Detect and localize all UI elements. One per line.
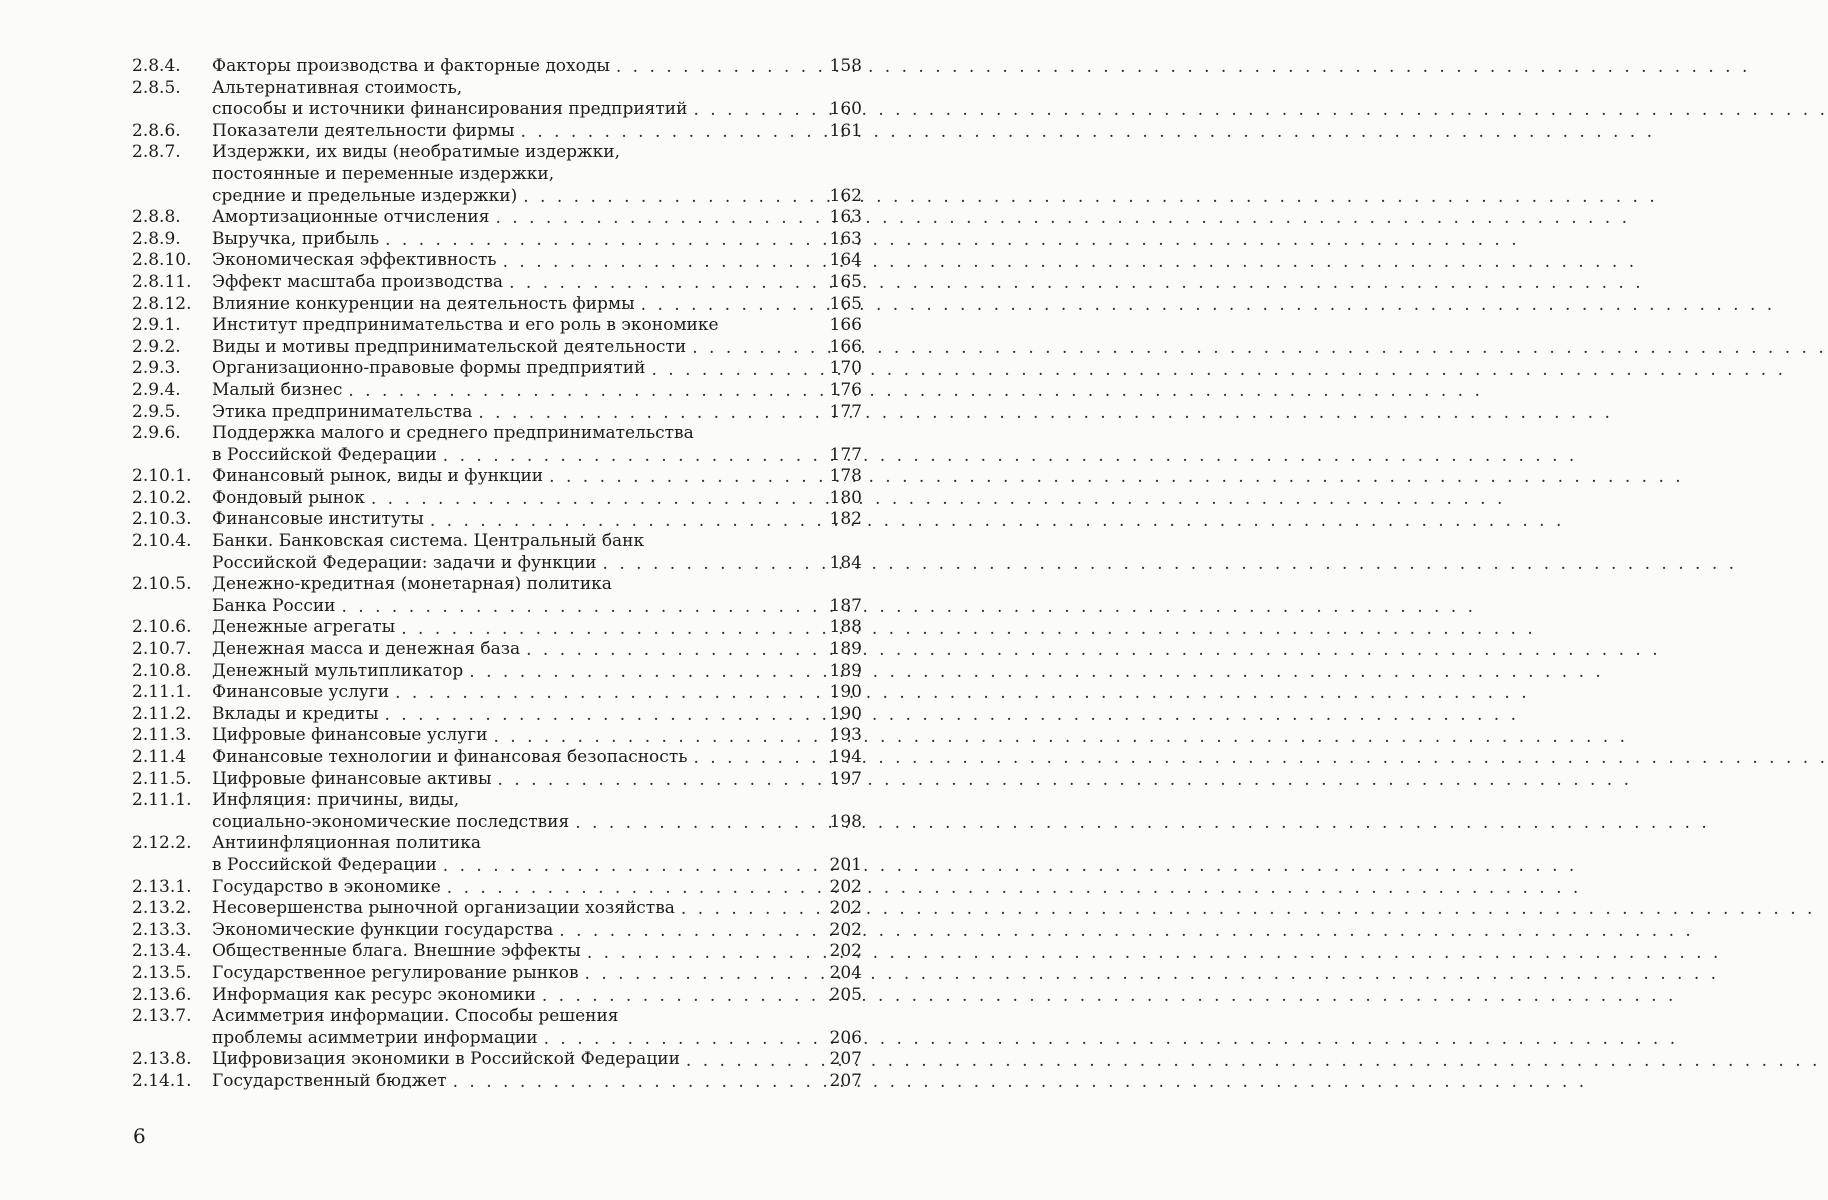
toc-entry-body <box>212 704 862 726</box>
toc-entry-final-line <box>212 99 862 121</box>
toc-entry-final-line <box>212 639 862 661</box>
toc-entry-title-line: Цифровые финансовые услуги <box>212 725 488 746</box>
toc-entry-title-line: Показатели деятельности фирмы <box>212 120 515 141</box>
toc-entry <box>132 898 862 920</box>
dot-leader <box>603 554 816 574</box>
toc-entry-number: 2.9.5. <box>132 401 181 422</box>
toc-entry <box>132 531 862 574</box>
toc-entry-final-line <box>212 898 862 920</box>
toc-entry-number: 2.12.2. <box>132 833 192 854</box>
toc-entry-final-line <box>212 294 862 316</box>
toc-entry <box>132 574 862 617</box>
toc-entry-title-line: средние и предельные издержки) <box>212 185 518 206</box>
dot-leader <box>681 899 816 919</box>
toc-entry-number: 2.13.5. <box>132 962 192 983</box>
toc-entry-page: 180 <box>829 487 862 508</box>
toc-entry-body <box>212 358 862 380</box>
toc-entry-body <box>212 402 862 424</box>
toc-entry <box>132 920 862 942</box>
toc-entry-page: 177 <box>829 401 862 422</box>
toc-entry <box>132 1071 862 1093</box>
toc-entry <box>132 229 862 251</box>
toc-entry <box>132 941 862 963</box>
toc-entry-title-line: проблемы асимметрии информации <box>212 1027 538 1048</box>
toc-entry <box>132 985 862 1007</box>
toc-entry-page: 162 <box>829 185 862 206</box>
toc-entry <box>132 617 862 639</box>
toc-entry <box>132 466 862 488</box>
toc-entry <box>132 769 862 791</box>
toc-entry-title-line: Банка России <box>212 595 336 616</box>
dot-leader <box>693 748 816 768</box>
toc-entry-title-line: Асимметрия информации. Способы решения <box>212 1006 619 1027</box>
dot-leader <box>587 943 816 963</box>
toc-entry-number: 2.11.1. <box>132 790 192 811</box>
dot-leader <box>447 878 816 898</box>
toc-entry-number: 2.8.6. <box>132 120 181 141</box>
toc-entry-body <box>212 423 862 466</box>
toc-entry-title-line: Поддержка малого и среднего предпринимательства <box>212 423 694 444</box>
toc-entry-final-line <box>212 229 862 251</box>
toc-entry-final-line <box>212 877 862 899</box>
toc-entry-number: 2.13.1. <box>132 876 192 897</box>
toc-entry-page: 204 <box>829 962 862 983</box>
toc-entry-number: 2.10.8. <box>132 660 192 681</box>
toc-entry-page: 187 <box>829 595 862 616</box>
toc-entry-body <box>212 617 862 639</box>
toc-entry <box>132 358 862 380</box>
toc-entry-title-line: Альтернативная стоимость, <box>212 77 463 98</box>
dot-leader <box>693 100 816 120</box>
dot-leader <box>443 446 816 466</box>
toc-entry-title-line: Факторы производства и факторные доходы <box>212 56 610 76</box>
toc-entry-number: 2.10.3. <box>132 509 192 530</box>
toc-entry-title-line: Финансовые технологии и финансовая безопасность <box>212 747 688 767</box>
toc-entry-final-line <box>212 985 862 1007</box>
toc-entry-page: 206 <box>829 1027 862 1048</box>
toc-entry-body <box>212 790 862 833</box>
toc-entry <box>132 790 862 833</box>
toc-entry-final-line <box>212 337 862 359</box>
toc-entry-title-line: Финансовый рынок, виды и функции <box>212 466 544 487</box>
toc-entry-body <box>212 531 862 574</box>
toc-entry-body <box>212 1071 862 1093</box>
toc-entry-final-line <box>212 56 862 78</box>
toc-entry <box>132 337 862 359</box>
toc-entry-body <box>212 315 862 337</box>
toc-entry <box>132 272 862 294</box>
toc-entry-final-line <box>212 1071 862 1093</box>
dot-leader <box>559 921 816 941</box>
dot-leader <box>342 597 817 617</box>
toc-entry-body <box>212 207 862 229</box>
dot-leader <box>395 683 816 703</box>
toc-entry-number: 2.10.2. <box>132 487 192 508</box>
toc-entry-title-line: Институт предпринимательства и его роль в экономике <box>212 315 719 336</box>
toc-entry <box>132 1049 862 1071</box>
toc-entry-title-line: Эффект масштаба производства <box>212 271 504 292</box>
dot-leader <box>493 727 816 747</box>
toc-entry-page: 165 <box>829 271 862 292</box>
toc-entry <box>132 78 862 121</box>
toc-entry-final-line <box>212 488 862 510</box>
toc-entry-title-line: Несовершенства рыночной организации хозяйства <box>212 898 675 919</box>
toc-entry-title-line: Информация как ресурс экономики <box>212 984 536 1005</box>
dot-leader <box>575 813 816 833</box>
toc-entry-title-line: Денежная масса и денежная база <box>212 639 521 660</box>
dot-leader <box>498 770 817 790</box>
table-of-contents <box>132 56 862 1093</box>
toc-entry <box>132 488 862 510</box>
toc-entry-page: 184 <box>829 552 862 573</box>
dot-leader <box>616 57 816 77</box>
toc-entry-page: 163 <box>829 228 862 249</box>
toc-entry-number: 2.9.3. <box>132 358 181 379</box>
toc-entry-number: 2.13.4. <box>132 941 192 962</box>
toc-entry <box>132 639 862 661</box>
toc-entry <box>132 877 862 899</box>
toc-entry-page: 198 <box>829 811 862 832</box>
toc-entry <box>132 380 862 402</box>
toc-entry-title-line: социально-экономические последствия <box>212 811 570 832</box>
dot-leader <box>385 230 816 250</box>
toc-entry-title-line: Денежный мультипликатор <box>212 660 464 681</box>
toc-entry <box>132 56 862 78</box>
toc-entry-number: 2.11.5. <box>132 768 192 789</box>
toc-entry-title-line: Издержки, их виды (необратимые издержки, <box>212 142 621 163</box>
dot-leader <box>585 964 816 984</box>
toc-entry-final-line <box>212 207 862 229</box>
toc-entry-final-line <box>212 1049 862 1071</box>
toc-entry-number: 2.10.6. <box>132 617 192 638</box>
toc-entry-number: 2.8.8. <box>132 207 181 228</box>
toc-entry <box>132 661 862 683</box>
dot-leader <box>692 338 816 358</box>
toc-entry-page: 188 <box>829 617 862 638</box>
toc-entry-number: 2.9.6. <box>132 423 181 444</box>
dot-leader <box>453 1072 816 1092</box>
toc-entry-body <box>212 250 862 272</box>
toc-entry-final-line <box>212 963 862 985</box>
toc-entry-number: 2.11.3. <box>132 725 192 746</box>
toc-entry-page: 190 <box>829 682 862 703</box>
toc-entry-final-line <box>212 596 862 618</box>
toc-entry-title-line: Финансовые институты <box>212 509 424 530</box>
toc-entry-title-line: Влияние конкуренции на деятельность фирмы <box>212 293 635 314</box>
toc-entry-final-line <box>212 315 862 337</box>
toc-entry-body <box>212 963 862 985</box>
toc-entry <box>132 1006 862 1049</box>
toc-entry-page: 189 <box>829 660 862 681</box>
toc-entry-page: 178 <box>829 466 862 487</box>
toc-entry-body <box>212 725 862 747</box>
toc-entry-number: 2.10.5. <box>132 574 192 595</box>
toc-entry-page: 176 <box>829 379 862 400</box>
toc-entry-page: 165 <box>829 293 862 314</box>
toc-entry-title-line: способы и источники финансирования предприятий <box>212 99 688 120</box>
toc-entry-final-line <box>212 250 862 272</box>
toc-entry-body <box>212 639 862 661</box>
toc-entry <box>132 725 862 747</box>
dot-leader <box>523 187 816 207</box>
toc-entry-body <box>212 1006 862 1049</box>
toc-entry-number: 2.8.12. <box>132 293 192 314</box>
toc-entry-page: 202 <box>829 898 862 919</box>
toc-entry-body <box>212 121 862 143</box>
toc-entry-number: 2.8.9. <box>132 228 181 249</box>
toc-entry-title-line: Амортизационные отчисления <box>212 207 490 228</box>
toc-entry-title-line: Виды и мотивы предпринимательской деятельности <box>212 336 687 357</box>
toc-entry-final-line <box>212 661 862 683</box>
toc-entry <box>132 682 862 704</box>
toc-entry-body <box>212 337 862 359</box>
toc-entry-number: 2.8.4. <box>132 56 181 76</box>
toc-entry-body <box>212 920 862 942</box>
toc-entry-title-line: Фондовый рынок <box>212 487 365 508</box>
toc-entry-title-line: Экономическая эффективность <box>212 250 497 271</box>
toc-entry <box>132 704 862 726</box>
toc-entry-title-line: Цифровые финансовые активы <box>212 768 492 789</box>
toc-entry-body <box>212 488 862 510</box>
toc-entry <box>132 402 862 424</box>
dot-leader <box>430 511 816 531</box>
toc-entry-title-line: Вклады и кредиты <box>212 703 379 724</box>
toc-entry-page: 207 <box>829 1070 862 1091</box>
toc-entry-page: 202 <box>829 876 862 897</box>
toc-entry-final-line <box>212 617 862 639</box>
toc-entry-final-line <box>212 553 862 575</box>
toc-entry-number: 2.11.2. <box>132 703 192 724</box>
toc-entry-title-line: Государство в экономике <box>212 876 441 897</box>
toc-entry-number: 2.11.1. <box>132 682 192 703</box>
dot-leader <box>549 467 816 487</box>
toc-entry-title-line: Экономические функции государства <box>212 919 554 940</box>
toc-entry-title-line: Инфляция: причины, виды, <box>212 790 460 811</box>
toc-entry-body <box>212 682 862 704</box>
toc-entry <box>132 294 862 316</box>
toc-entry-page: 207 <box>829 1049 862 1070</box>
dot-leader <box>401 619 816 639</box>
toc-entry-page: 201 <box>829 854 862 875</box>
toc-entry <box>132 250 862 272</box>
toc-entry-number: 2.13.3. <box>132 919 192 940</box>
toc-entry-number: 2.8.10. <box>132 250 192 271</box>
toc-entry-body <box>212 1049 862 1071</box>
toc-entry-final-line <box>212 941 862 963</box>
toc-entry-title-line: постоянные и переменные издержки, <box>212 163 555 184</box>
toc-entry-number: 2.13.2. <box>132 898 192 919</box>
toc-entry <box>132 963 862 985</box>
dot-leader <box>443 856 816 876</box>
dot-leader <box>509 273 816 293</box>
dot-leader <box>651 360 816 380</box>
toc-entry-page: 190 <box>829 703 862 724</box>
toc-entry-title-line: Государственный бюджет <box>212 1070 447 1091</box>
toc-entry-final-line <box>212 747 862 769</box>
toc-entry-body <box>212 574 862 617</box>
dot-leader <box>503 252 816 272</box>
toc-entry-number: 2.13.8. <box>132 1049 192 1070</box>
dot-leader <box>348 381 816 401</box>
toc-entry-final-line <box>212 445 862 467</box>
toc-entry-number: 2.8.7. <box>132 142 181 163</box>
toc-page <box>0 0 900 1200</box>
dot-leader <box>542 986 816 1006</box>
toc-entry-body <box>212 466 862 488</box>
toc-entry-body <box>212 941 862 963</box>
toc-entry-final-line <box>212 121 862 143</box>
toc-entry-title-line: Общественные блага. Внешние эффекты <box>212 941 581 962</box>
toc-entry-final-line <box>212 725 862 747</box>
toc-entry-body <box>212 985 862 1007</box>
toc-entry-body <box>212 769 862 791</box>
toc-entry <box>132 315 862 337</box>
toc-entry-body <box>212 142 862 207</box>
toc-entry-title-line: Банки. Банковская система. Центральный банк <box>212 531 645 552</box>
toc-entry-page: 182 <box>829 509 862 530</box>
toc-entry-body <box>212 661 862 683</box>
toc-entry-number: 2.9.2. <box>132 336 181 357</box>
toc-entry-number: 2.8.5. <box>132 77 181 98</box>
toc-entry-title-line: Цифровизация экономики в Российской Федерации <box>212 1049 680 1070</box>
toc-entry-final-line <box>212 380 862 402</box>
toc-entry-page: 197 <box>829 768 862 789</box>
toc-entry-number: 2.10.4. <box>132 531 192 552</box>
toc-entry-number: 2.13.7. <box>132 1006 192 1027</box>
toc-entry-number: 2.13.6. <box>132 984 192 1005</box>
toc-entry-body <box>212 833 862 876</box>
toc-entry-number: 2.10.7. <box>132 639 192 660</box>
toc-entry-page: 193 <box>829 725 862 746</box>
toc-entry-final-line <box>212 1028 862 1050</box>
toc-entry-page: 202 <box>829 919 862 940</box>
toc-entry-page: 166 <box>829 315 862 336</box>
toc-entry <box>132 207 862 229</box>
toc-entry-page: 164 <box>829 250 862 271</box>
toc-entry-final-line <box>212 272 862 294</box>
toc-entry-final-line <box>212 920 862 942</box>
dot-leader <box>641 295 816 315</box>
toc-entry-body <box>212 509 862 531</box>
toc-entry <box>132 509 862 531</box>
toc-entry-final-line <box>212 358 862 380</box>
toc-entry-final-line <box>212 509 862 531</box>
toc-entry-number: 2.9.4. <box>132 379 181 400</box>
toc-entry-page: 202 <box>829 941 862 962</box>
toc-entry-final-line <box>212 466 862 488</box>
toc-entry-title-line: Финансовые услуги <box>212 682 390 703</box>
toc-entry-body <box>212 877 862 899</box>
toc-entry-final-line <box>212 812 862 834</box>
dot-leader <box>371 489 816 509</box>
toc-entry-title-line: Антиинфляционная политика <box>212 833 482 854</box>
toc-entry-number: 2.14.1. <box>132 1070 192 1091</box>
dot-leader <box>521 122 817 142</box>
toc-entry-body <box>212 56 862 78</box>
toc-entry-final-line <box>212 855 862 877</box>
toc-entry-final-line <box>212 769 862 791</box>
toc-entry <box>132 833 862 876</box>
toc-entry-final-line <box>212 186 862 208</box>
toc-entry-final-line <box>212 682 862 704</box>
toc-entry-title-line: Этика предпринимательства <box>212 401 473 422</box>
toc-entry-title-line: Денежно-кредитная (монетарная) политика <box>212 574 612 595</box>
toc-entry-title-line: Государственное регулирование рынков <box>212 962 579 983</box>
dot-leader <box>478 403 816 423</box>
dot-leader <box>496 208 817 228</box>
toc-entry-title-line: Российской Федерации: задачи и функции <box>212 552 597 573</box>
dot-leader <box>526 640 816 660</box>
toc-entry-title-line: Выручка, прибыль <box>212 228 380 249</box>
toc-entry-number: 2.10.1. <box>132 466 192 487</box>
dot-leader <box>544 1029 816 1049</box>
toc-entry-number: 2.11.4 <box>132 747 187 767</box>
toc-entry-number: 2.8.11. <box>132 271 192 292</box>
toc-entry <box>132 423 862 466</box>
toc-entry-page: 194 <box>829 747 862 767</box>
toc-entry-page: 170 <box>829 358 862 379</box>
toc-entry-title-line: Денежные агрегаты <box>212 617 396 638</box>
toc-entry-body <box>212 898 862 920</box>
toc-entry-page: 177 <box>829 444 862 465</box>
toc-entry-final-line <box>212 704 862 726</box>
toc-entry-body <box>212 229 862 251</box>
toc-entry-final-line <box>212 402 862 424</box>
page-number: 6 <box>133 1124 146 1148</box>
dot-leader <box>385 705 817 725</box>
toc-entry-body <box>212 294 862 316</box>
toc-entry-title-line: Малый бизнес <box>212 379 343 400</box>
toc-entry-page: 158 <box>829 56 862 76</box>
toc-entry <box>132 142 862 207</box>
toc-entry-body <box>212 380 862 402</box>
dot-leader <box>469 662 816 682</box>
toc-entry-page: 189 <box>829 639 862 660</box>
toc-entry-title-line: в Российской Федерации <box>212 854 437 875</box>
toc-entry-body <box>212 747 862 769</box>
toc-entry-page: 160 <box>829 99 862 120</box>
toc-entry-page: 163 <box>829 207 862 228</box>
dot-leader <box>686 1051 816 1071</box>
toc-entry-title-line: Организационно-правовые формы предприятий <box>212 358 646 379</box>
toc-entry-title-line: в Российской Федерации <box>212 444 437 465</box>
toc-entry-body <box>212 272 862 294</box>
toc-entry-number: 2.9.1. <box>132 315 181 336</box>
toc-entry-body <box>212 78 862 121</box>
toc-entry-page: 166 <box>829 336 862 357</box>
toc-entry-page: 205 <box>829 984 862 1005</box>
toc-entry-page: 161 <box>829 120 862 141</box>
toc-entry <box>132 747 862 769</box>
toc-entry <box>132 121 862 143</box>
